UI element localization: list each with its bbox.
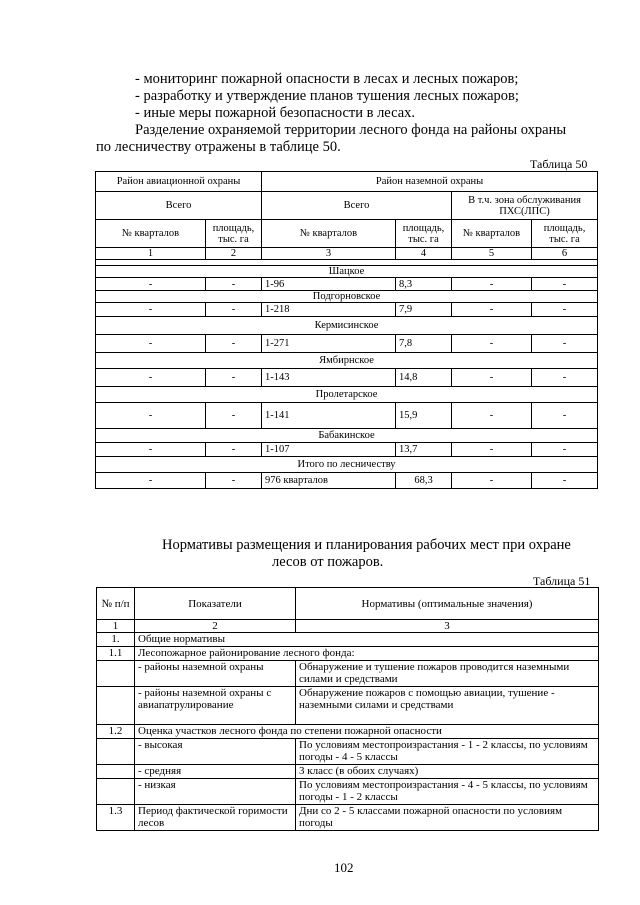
table-cell: - [206,473,262,489]
table-cell: - [96,403,206,429]
col-num: 2 [135,620,296,633]
col-num: 1 [96,248,206,260]
norm-cell: По условиям местопроизрастания - 4 - 5 классы, по условиям погоды - 1 - 2 классы [296,779,599,805]
bullet-1: - мониторинг пожарной опасности в лесах и лесных пожаров; [135,71,519,87]
norm-cell: 3 класс (в обоих случаях) [296,765,599,779]
table-cell: 1-141 [262,403,396,429]
group-name: Подгорновское [96,291,598,303]
table-cell: 15,9 [396,403,452,429]
heading51-line-2: лесов от пожаров. [272,554,384,570]
table-cell: - [452,303,532,317]
table-cell: - [206,278,262,291]
table51-caption: Таблица 51 [533,574,591,588]
header-ground: Район наземной охраны [262,172,598,192]
heading51-line-1: Нормативы размещения и планирования рабочих мест при охране [162,537,571,553]
group-name: Ямбирнское [96,353,598,369]
table-cell: - [96,335,206,353]
indicator-cell: - средняя [135,765,296,779]
col-num: 3 [262,248,396,260]
indicator-cell: - районы наземной охраны с авиапатрулирование [135,687,296,725]
indicator-cell: Период фактической горимости лесов [135,805,296,831]
col-num: 5 [452,248,532,260]
norm-cell: Обнаружение пожаров с помощью авиации, тушение - наземными силами и средствами [296,687,599,725]
row-num-empty [97,739,135,765]
indicator-cell: - высокая [135,739,296,765]
table-cell: 7,9 [396,303,452,317]
row-num-empty [97,779,135,805]
table50-caption: Таблица 50 [530,157,588,171]
table-cell: - [532,335,598,353]
page-number: 102 [334,860,354,875]
group-name: Шацкое [96,266,598,278]
section-title: Лесопожарное районирование лесного фонда: [135,647,599,661]
table-cell: 1-218 [262,303,396,317]
table-cell: 7,8 [396,335,452,353]
table-cell: - [532,278,598,291]
table-cell: - [452,443,532,457]
norm-cell: Дни со 2 - 5 классами пожарной опасности по условиям погоды [296,805,599,831]
table-cell: - [532,369,598,387]
row-num-empty [97,661,135,687]
col-num: 2 [206,248,262,260]
table-cell: - [96,473,206,489]
table-cell: - [532,403,598,429]
header-pxs: В т.ч. зона обслуживания ПХС(ЛПС) [452,192,598,220]
table-cell: - [96,369,206,387]
header-total-avia: Всего [96,192,262,220]
header-avia: Район авиационной охраны [96,172,262,192]
header-area: площадь, тыс. га [206,220,262,248]
col-num: 1 [97,620,135,633]
table-cell: - [206,443,262,457]
table-cell: - [532,443,598,457]
table-cell: 1-143 [262,369,396,387]
table-cell: - [452,278,532,291]
group-name: Бабакинское [96,429,598,443]
row-num: 1.1 [97,647,135,661]
header-indicators: Показатели [135,588,296,620]
header-area: площадь, тыс. га [532,220,598,248]
header-kv: № кварталов [96,220,206,248]
paragraph-line-1: Разделение охраняемой территории лесного фонда на районы охраны [135,122,567,138]
col-num: 6 [532,248,598,260]
table-cell: - [206,403,262,429]
col-num: 4 [396,248,452,260]
group-name: Пролетарское [96,387,598,403]
table-cell: - [452,473,532,489]
group-name: Итого по лесничеству [96,457,598,473]
header-norms: Нормативы (оптимальные значения) [296,588,599,620]
table-cell: 13,7 [396,443,452,457]
table-cell: - [532,303,598,317]
table-51 [96,587,599,831]
header-num: № п/п [97,588,135,620]
header-total-ground: Всего [262,192,452,220]
paragraph-line-2: по лесничеству отражены в таблице 50. [96,139,341,155]
table-cell: - [452,369,532,387]
table-cell: - [532,473,598,489]
table-cell: - [452,335,532,353]
section-title: Оценка участков лесного фонда по степени пожарной опасности [135,725,599,739]
row-num-empty [97,765,135,779]
table-cell: 1-271 [262,335,396,353]
bullet-3: - иные меры пожарной безопасности в лесах. [135,105,416,121]
indicator-cell: - низкая [135,779,296,805]
row-num: 1.3 [97,805,135,831]
table-cell: 14,8 [396,369,452,387]
table-cell: - [96,278,206,291]
row-num: 1. [97,633,135,647]
header-area: площадь, тыс. га [396,220,452,248]
section-title: Общие нормативы [135,633,599,647]
col-num: 3 [296,620,599,633]
table-cell: - [206,369,262,387]
header-kv: № кварталов [452,220,532,248]
table-cell: - [206,335,262,353]
table-cell: 68,3 [396,473,452,489]
table-50 [95,171,598,489]
norm-cell: По условиям местопроизрастания - 1 - 2 классы, по условиям погоды - 4 - 5 классы [296,739,599,765]
group-name: Кермисинское [96,317,598,335]
table-cell: 8,3 [396,278,452,291]
indicator-cell: - районы наземной охраны [135,661,296,687]
table-cell: - [452,403,532,429]
row-num-empty [97,687,135,725]
row-num: 1.2 [97,725,135,739]
table-cell: - [206,303,262,317]
norm-cell: Обнаружение и тушение пожаров проводится наземными силами и средствами [296,661,599,687]
table-cell: - [96,443,206,457]
table-cell: 1-96 [262,278,396,291]
header-kv: № кварталов [262,220,396,248]
table-cell: - [96,303,206,317]
table-cell: 976 кварталов [262,473,396,489]
table-cell: 1-107 [262,443,396,457]
bullet-2: - разработку и утверждение планов тушения лесных пожаров; [135,88,519,104]
